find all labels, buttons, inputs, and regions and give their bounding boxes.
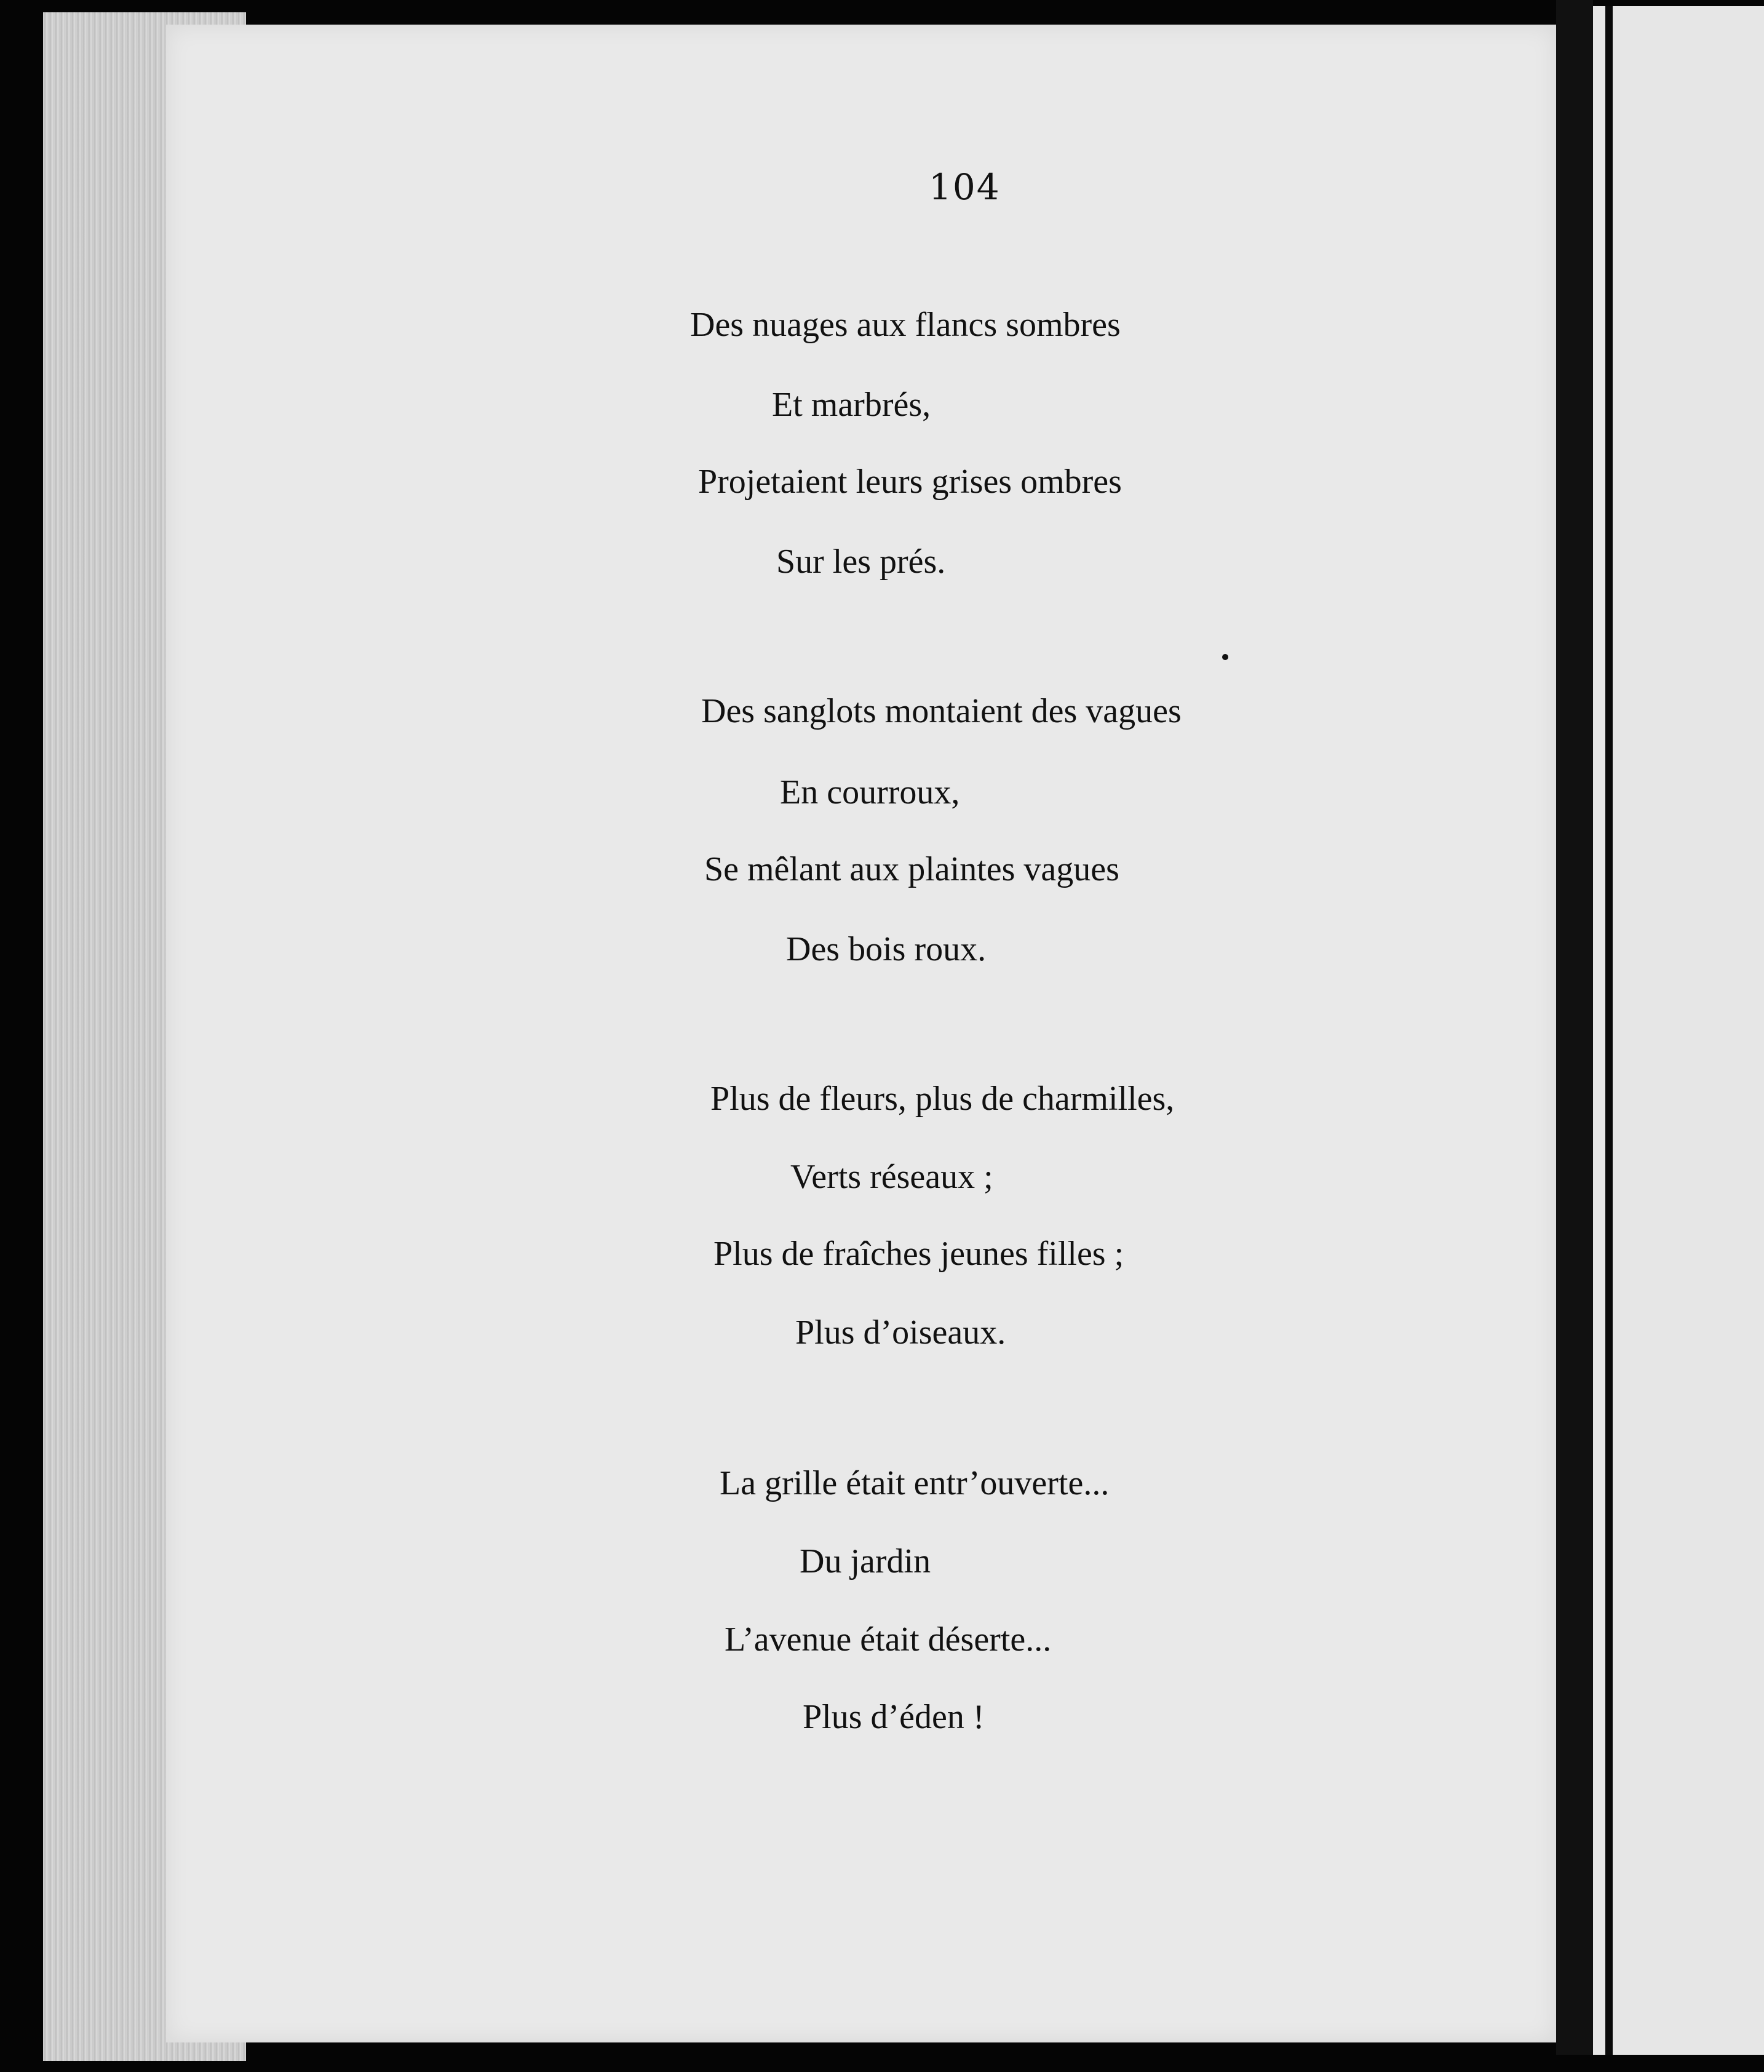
poem-line: Plus d’oiseaux. bbox=[795, 1313, 1006, 1352]
poem-line: La grille était entr’ouverte... bbox=[720, 1464, 1110, 1502]
poem-line: Du jardin bbox=[800, 1542, 931, 1580]
poem-line: Et marbrés, bbox=[772, 386, 931, 424]
poem-line: Des sanglots montaient des vagues bbox=[701, 692, 1182, 730]
poem-line: Plus d’éden ! bbox=[803, 1698, 985, 1736]
poem-line: Projetaient leurs grises ombres bbox=[698, 463, 1122, 501]
poem-line: L’avenue était déserte... bbox=[725, 1620, 1052, 1659]
poem-line: Plus de fraîches jeunes filles ; bbox=[713, 1235, 1124, 1273]
poem-line: Des nuages aux flancs sombres bbox=[690, 306, 1121, 344]
poem-line: En courroux, bbox=[780, 773, 960, 811]
poem-line: Sur les prés. bbox=[776, 543, 946, 581]
page-number: 104 bbox=[929, 166, 1001, 208]
poem-line: Des bois roux. bbox=[786, 930, 987, 968]
printer-mark bbox=[1222, 654, 1228, 660]
poem-line: Se mêlant aux plaintes vagues bbox=[704, 850, 1119, 888]
poem-line: Plus de fleurs, plus de charmilles, bbox=[710, 1080, 1175, 1118]
poem-line: Verts réseaux ; bbox=[790, 1158, 993, 1196]
